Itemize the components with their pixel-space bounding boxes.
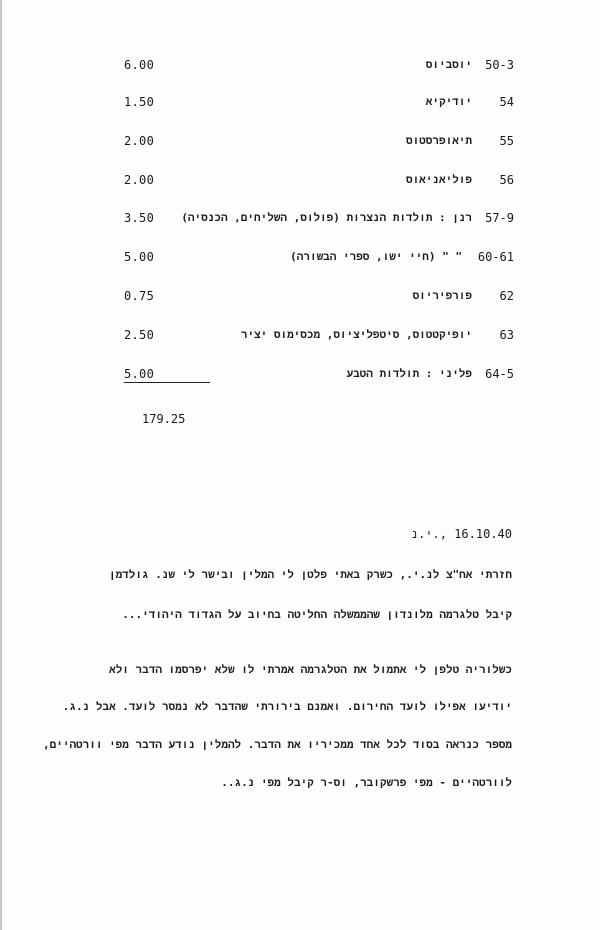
entry-line: קיבל טלגרמה מלונדון שהממשלה החליטה בחיוב על הגדוד היהודי... bbox=[122, 608, 512, 621]
entry-line: מספר כנראה בסוד לכל אחד ממכיריו את הדבר. להמלין נודע הדבר מפי וורטהיים, bbox=[43, 738, 512, 751]
entry-line: כשלוריה טלפן לי אתמול את הטלגרמה אמרתי לו שלא יפרסמו הדבר ולא bbox=[109, 663, 512, 676]
ledger-row bbox=[2, 286, 600, 306]
ledger-amount: 5.00 bbox=[124, 367, 155, 381]
entry-date: 16.10.40 ,.י.נ bbox=[410, 527, 512, 541]
ledger-total: 179.25 bbox=[142, 412, 186, 426]
ledger-amount: 6.00 bbox=[124, 58, 155, 72]
total-rule bbox=[124, 382, 210, 383]
ledger-number: 50-3 bbox=[485, 58, 514, 72]
ledger-description: " " (חיי ישו, ספרי הבשורה) bbox=[290, 250, 462, 263]
ledger-row bbox=[2, 364, 600, 384]
ledger-number: 54 bbox=[499, 95, 514, 109]
ledger-description: יוסביוס bbox=[425, 58, 472, 71]
ledger-row bbox=[2, 131, 600, 151]
ledger-description: רנן : תולדות הנצרות (פולוס, השליחים, הכנסיה) bbox=[181, 211, 472, 224]
entry-line: חזרתי אח"צ לנ.י., כשרק באתי פלטן לי המלין ובישר לי שנ. גולדמן bbox=[108, 568, 512, 581]
ledger-description: פליני : תולדות הטבע bbox=[346, 367, 472, 380]
ledger-number: 63 bbox=[499, 328, 514, 342]
ledger-amount: 2.50 bbox=[124, 328, 155, 342]
ledger-row bbox=[2, 55, 600, 75]
ledger-row bbox=[2, 92, 600, 112]
ledger-amount: 5.00 bbox=[124, 250, 155, 264]
ledger-description: פורפיריוס bbox=[412, 289, 472, 302]
entry-line: יודיעו אפילו לועד החירום. ואמנם בירורתי שהדבר לא נמסר לועד. אבל נ.ג. bbox=[62, 700, 512, 713]
ledger-number: 55 bbox=[499, 134, 514, 148]
ledger-amount: 1.50 bbox=[124, 95, 155, 109]
ledger-row bbox=[2, 325, 600, 345]
ledger-amount: 3.50 bbox=[124, 211, 155, 225]
ledger-number: 62 bbox=[499, 289, 514, 303]
ledger-number: 56 bbox=[499, 173, 514, 187]
entry-line: לוורטהיים - מפי פרשקובר, וס-ר קיבל מפי נ.ג.. bbox=[221, 776, 512, 789]
ledger-row bbox=[2, 170, 600, 190]
ledger-number: 64-5 bbox=[485, 367, 514, 381]
ledger-amount: 0.75 bbox=[124, 289, 155, 303]
ledger-row bbox=[2, 247, 600, 267]
ledger-description: פוליאניאוס bbox=[405, 173, 472, 186]
ledger-number: 60-61 bbox=[477, 250, 514, 264]
ledger-description: יופיקטטוס, סיטפליציוס, מכסימוס יציר bbox=[240, 328, 472, 341]
ledger-description: יודיקיא bbox=[425, 95, 472, 108]
ledger-number: 57-9 bbox=[485, 211, 514, 225]
ledger-description: תיאופרסטוס bbox=[405, 134, 472, 147]
ledger-amount: 2.00 bbox=[124, 134, 155, 148]
ledger-row bbox=[2, 208, 600, 228]
ledger-amount: 2.00 bbox=[124, 173, 155, 187]
